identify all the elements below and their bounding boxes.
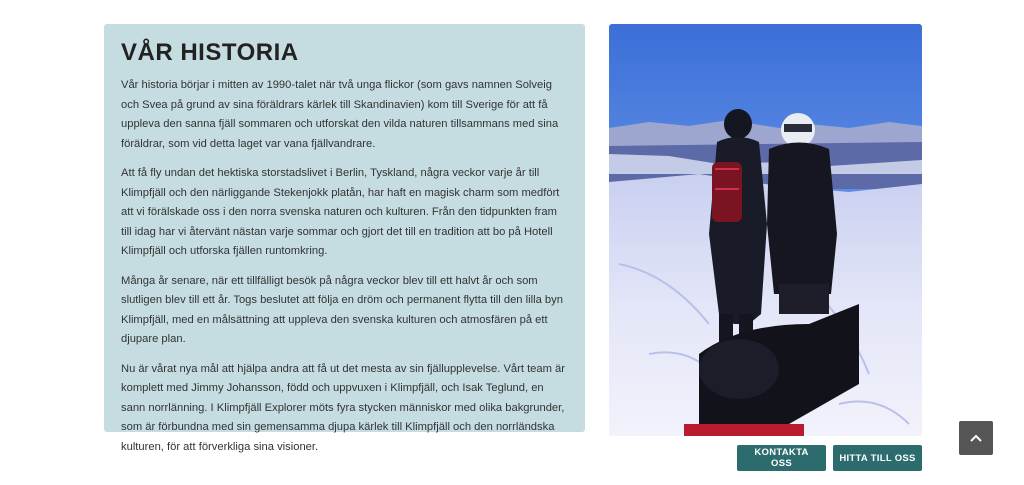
find-us-button[interactable]: HITTA TILL OSS [833, 445, 922, 471]
chevron-up-icon [970, 434, 982, 442]
scroll-to-top-button[interactable] [959, 421, 993, 455]
photo-illustration [609, 24, 922, 436]
history-section [104, 24, 585, 453]
history-paragraph: Vår historia börjar i mitten av 1990-talet när två unga flickor (som gavs namnen Solveig och Svea på grund av sina föräldrars kärlek till Skandinavien) kom till Sverige för att få uppleva den sanna fjäll sommaren och utforskat den vilda naturen tillsammans med sina föräldrar, som vid detta laget var vana fjällvandrare. [121, 79, 559, 150]
history-paragraph: Nu är vårat nya mål att hjälpa andra att få ut det mesta av sin fjällupplevelse. Vårt team är komplett med Jimmy Johansson, född och uppvuxen i Klimpfjäll, och Isak Teglund, en sann norrlänning. I Klimpfjäll Explorer möts fyra stycken människor med olika bakgrunder, som är förbundna med sin gemensamma djupa kärlek till Klimpfjäll och den norrländska kulturen, för att förverkliga sina visioner. [121, 362, 565, 453]
contact-button[interactable]: KONTAKTA OSS [737, 445, 826, 471]
history-paragraph: Att få fly undan det hektiska storstadslivet i Berlin, Tyskland, några veckor varje år till Klimpfjäll och den närliggande Stekenjokk platån, har haft en magisk charm som medfört att vi förälskade oss i den norra svenska naturen och kulturen. Från den tidpunkten fram till idag har vi återvänt nästan varje sommar och gjort det till en tradition att bo på Hotell Klimpfjäll och utforska fjällen runtomkring. [121, 167, 560, 257]
history-title: VÅR HISTORIA [121, 39, 299, 66]
snowmobile-photo [609, 24, 922, 436]
history-paragraph: Många år senare, när ett tillfälligt besök på några veckor blev till ett halvt år och som slutligen blev till ett år. Togs beslutet att följa en dröm och permanent flytta till den lilla byn Klimpfjäll, med en målsättning att uppleva den svenska kulturen och atmosfären på ett djupare plan. [121, 274, 563, 345]
